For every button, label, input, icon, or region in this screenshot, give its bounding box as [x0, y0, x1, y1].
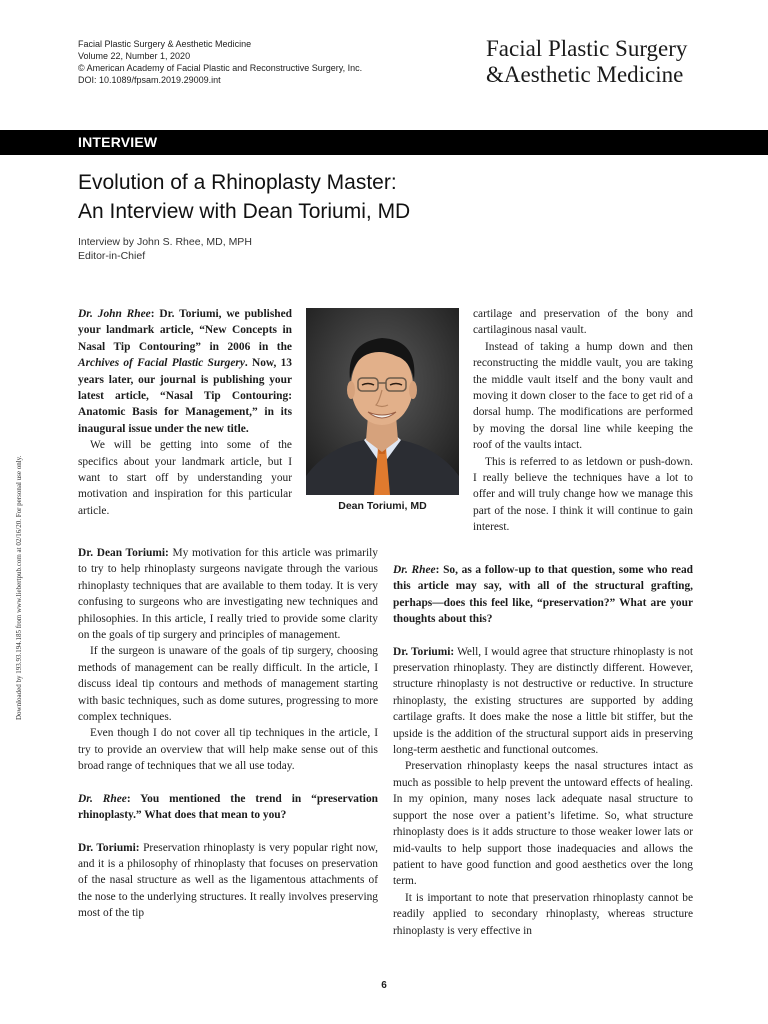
- journal-meta: [78, 38, 418, 86]
- paragraph: Instead of taking a hump down and then reconstructing the middle vault, you are taking the middle vault itself and the bony vault and moving it down closer to the face to get rid of a dorsal hump. The modifications are performed by moving the dorsal line while keeping the roof of the vaults intact.: [473, 340, 693, 452]
- paragraph: This is referred to as letdown or push-down. I really believe the techniques have a lot to offer and will truly change how we manage this part of the nose. I think it will continue to gain interest.: [473, 455, 693, 534]
- column2-top: [473, 306, 693, 536]
- speaker-colon: :: [150, 308, 160, 320]
- article-title: [78, 168, 698, 226]
- byline-role: Editor-in-Chief: [78, 250, 146, 262]
- paragraph: cartilage and preservation of the bony and cartilaginous nasal vault.: [473, 308, 693, 337]
- speaker-toriumi: Dr. Toriumi:: [393, 645, 455, 658]
- column1-bottom: [78, 545, 378, 922]
- question-text: : So, as a follow-up to that question, some who read this article may say, with all of the structural grafting, perhaps—does this feel like, “preservation?” What are your thoughts about this?: [393, 564, 693, 626]
- answer-text: Preservation rhinoplasty is very popular right now, and it is a philosophy of rhinoplasty that focuses on preservation of the nasal structure as well as the ligamentous attachments of the nose to the underlying structures. It really involves preserving most of the tip: [78, 841, 378, 920]
- answer-text: My motivation for this article was primarily to try to help rhinoplasty surgeons navigate through the various rhinoplasty techniques that are available to them today. It is very confusing to surgeons who are investigating new techniques and philosophies. In this article, I really tried to provide some clarity on the goals of tip surgery and principles of management.: [78, 547, 378, 642]
- question-paragraph: [393, 562, 693, 628]
- column2-bottom: [393, 562, 693, 939]
- download-notice-text: Downloaded by 193.93.194.185 from www.liebertpub.com at 02/16/20. For personal use only.: [15, 455, 23, 720]
- intro-question: [78, 306, 292, 437]
- column1-top: [78, 306, 292, 519]
- download-notice: [8, 340, 26, 720]
- answer-paragraph: [78, 840, 378, 922]
- speaker-rhee: Dr. Rhee: [78, 792, 127, 805]
- title-line-1: Evolution of a Rhinoplasty Master:: [78, 171, 397, 194]
- journal-logo: [486, 36, 716, 88]
- speaker-rhee: Dr. Rhee: [393, 564, 436, 576]
- byline: [78, 235, 378, 263]
- answer-text: Well, I would agree that structure rhinoplasty is not preservation rhinoplasty. They are distinctly different. However, structure rhinoplasty is not destructive or reductive. In structure rhinoplasty, the existing structures are supported by adding cartilage grafts. It does make the nose a little bit stiffer, but the upside is the addition of the structural support aids in preserving long-term aesthetic and functional outcomes.: [393, 645, 693, 757]
- byline-author: Interview by John S. Rhee, MD, MPH: [78, 236, 252, 248]
- intro-question-part1: Dr. Toriumi, we published your landmark article, “New Concepts in Nasal Tip Contouring” in 2006 in the: [78, 308, 292, 353]
- paragraph: If the surgeon is unaware of the goals of tip surgery, choosing methods of management can be really difficult. In the article, I discuss ideal tip contours and methods of management starting with basic techniques, such as dome sutures, progressing to more complex techniques.: [78, 645, 378, 724]
- paragraph: Even though I do not cover all tip techniques in the article, I try to provide an overview that will help make sense out of this broad range of techniques that we all use today.: [78, 727, 378, 773]
- section-label: INTERVIEW: [78, 134, 158, 150]
- journal-logo-line1: Facial Plastic Surgery: [486, 36, 688, 61]
- speaker-toriumi: Dr. Toriumi:: [78, 841, 140, 854]
- speaker-rhee: Dr. John Rhee: [78, 308, 151, 320]
- paragraph: It is important to note that preservation rhinoplasty cannot be readily applied to secondary rhinoplasty, whereas structure rhinoplasty is very effective in: [393, 891, 693, 937]
- journal-logo-line2: &Aesthetic Medicine: [486, 62, 684, 87]
- speaker-toriumi: Dr. Dean Toriumi:: [78, 547, 169, 559]
- page-number: 6: [381, 980, 387, 991]
- journal-name-line: Facial Plastic Surgery & Aesthetic Medicine: [78, 39, 252, 49]
- portrait-illustration: [306, 308, 459, 495]
- volume-line: Volume 22, Number 1, 2020: [78, 51, 191, 61]
- photo-caption: Dean Toriumi, MD: [338, 500, 427, 512]
- doi-line: DOI: 10.1089/fpsam.2019.29009.int: [78, 75, 221, 85]
- title-line-2: An Interview with Dean Toriumi, MD: [78, 200, 411, 223]
- answer-paragraph: [78, 545, 378, 643]
- intro-question-part2: . Now, 13 years later, our journal is publishing your latest article, “Nasal Tip Contouring: Anatomic Basis for Management,” in its inaugural issue under the new title.: [78, 357, 292, 435]
- answer-paragraph: [393, 644, 693, 759]
- question-text: : You mentioned the trend in “preservation rhinoplasty.” What does that mean to you?: [78, 792, 378, 822]
- paragraph: Preservation rhinoplasty keeps the nasal structures intact as much as possible to help prevent the untoward effects of healing. In my opinion, many noses lack adequate nasal structure to support the nose over a patient’s lifetime. So, what structure rhinoplasty does is it adds structure to those weaker lower lats or mid-vaults to help support those inadequacies and allows the patient to have good function and good aesthetics over the long term.: [393, 760, 693, 888]
- journal-title-italic: Archives of Facial Plastic Surgery: [78, 357, 245, 370]
- question-paragraph: [78, 791, 378, 824]
- paragraph: We will be getting into some of the specifics about your landmark article, but I want to start off by understanding your motivation and inspiration for this particular article.: [78, 439, 292, 517]
- section-bar: [0, 130, 768, 155]
- copyright-line: © American Academy of Facial Plastic and Reconstructive Surgery, Inc.: [78, 63, 363, 73]
- portrait-photo: [306, 308, 459, 495]
